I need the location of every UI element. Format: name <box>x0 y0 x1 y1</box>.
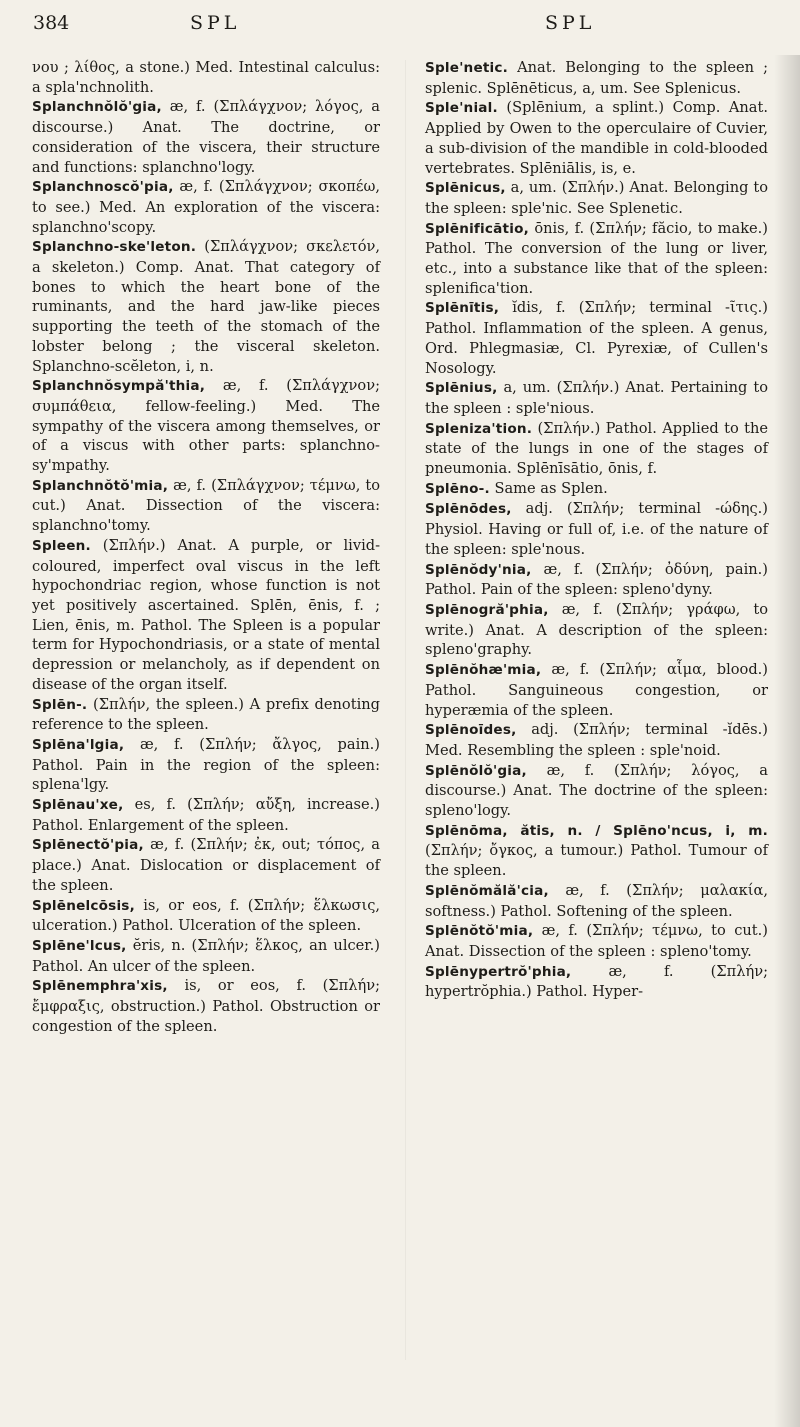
entry-headword: Splanchnŏsympă'thia, <box>32 378 206 395</box>
dictionary-entry <box>425 378 768 418</box>
entry-headword: Splēnŏhæ'mia, <box>425 662 542 679</box>
entry-definition: (Σπλάγχνον; σκελετόν, a skeleton.) Comp. Anat. That category of bones to which the heart bone of the ruminants, and the hard jaw-like pieces supporting the teeth of the stomach of the lobster belong ; the visceral skeleton. Splanchno-scĕleton, i, n. <box>32 238 380 375</box>
dictionary-entry <box>32 735 380 795</box>
dictionary-entry <box>425 98 768 178</box>
dictionary-entry <box>425 58 768 98</box>
column-gutter <box>405 60 406 1360</box>
entry-headword: Splēnŏtŏ'mia, <box>425 923 534 940</box>
entry-definition: (Splēnium, a splint.) Comp. Anat. Applied by Owen to the operculaire of Cuvier, a sub-division of the mandible in cold-blooded vertebrates. Splēniālis, is, e. <box>425 99 769 177</box>
dictionary-entry <box>32 695 380 735</box>
entry-headword: Splēn-. <box>32 696 88 713</box>
entry-definition: æ, f. (Σπλήν; ἄλγος, pain.) Pathol. Pain in the region of the spleen: splena'lgy. <box>32 735 380 794</box>
entry-headword: Splēna'lgia, <box>32 736 125 753</box>
dictionary-entry <box>425 660 768 720</box>
entry-definition: ĕris, n. (Σπλήν; ἕλκος, an ulcer.) Pathol. An ulcer of the spleen. <box>32 936 380 975</box>
entry-definition: æ, f. (Σπλάγχνον; λόγος, a discourse.) Anat. The doctrine, or consideration of the viscera, their structure and functions: splanchno'logy. <box>32 98 381 176</box>
dictionary-entry <box>425 821 768 881</box>
entry-headword: Splēne'lcus, <box>32 937 127 954</box>
entry-headword: Sple'netic. <box>425 60 509 76</box>
entry-definition: Same as Splen. <box>494 479 608 497</box>
entry-definition: es, f. (Σπλήν; αὔξη, increase.) Pathol. Enlargement of the spleen. <box>32 796 381 834</box>
entry-headword: Splēnau'xe, <box>32 797 124 814</box>
entry-definition: (Σπλήν.) Pathol. Applied to the state of the lungs in one of the stages of pneumonia. Splēnīsātio, ōnis, f. <box>425 419 768 478</box>
dictionary-entry <box>425 921 768 961</box>
dictionary-entry <box>32 896 380 936</box>
entry-definition: æ, f. (Σπλήν; ὀδύνη, pain.) Pathol. Pain of the spleen: spleno'dyny. <box>425 560 768 599</box>
dictionary-entry <box>32 976 380 1036</box>
dictionary-entry <box>425 499 768 559</box>
entry-headword: Splēnŏdy'nia, <box>425 561 532 578</box>
page-number: 384 <box>33 12 70 34</box>
page-header <box>0 0 800 50</box>
entry-headword: Splēnius, <box>425 380 498 397</box>
dictionary-entry <box>425 219 768 299</box>
right-column <box>425 58 768 1002</box>
entry-headword: Splēnificātio, <box>425 220 530 237</box>
dictionary-entry <box>32 376 380 476</box>
dictionary-entry <box>425 419 768 479</box>
entry-headword: Splēnōma, ătis, n. / Splēno'ncus, i, m. <box>425 822 768 839</box>
entry-headword: Splēnogră'phia, <box>425 601 549 618</box>
left-column <box>32 58 380 1036</box>
entry-headword: Splanchnŏtŏ'mia, <box>32 477 169 494</box>
entry-definition: æ, f. (Σπλήν; μαλακία, softness.) Pathol. Softening of the spleen. <box>425 881 769 920</box>
entry-headword: Spleniza'tion. <box>425 420 533 437</box>
dictionary-entry <box>425 720 768 760</box>
entry-definition: ĭdis, f. (Σπλήν; terminal -ῖτις.) Pathol. Inflammation of the spleen. A genus, Ord. Phlegmasiæ, Cl. Pyrexiæ, of Cullen's Nosology. <box>425 299 768 377</box>
entry-definition: adj. (Σπλήν; terminal -ώδης.) Physiol. Having or full of, i.e. of the nature of the spleen: sple'nous. <box>425 500 769 558</box>
entry-definition: a, um. (Σπλήν.) Anat. Belonging to the spleen: sple'nic. See Splenetic. <box>425 179 769 217</box>
running-head-left: SPL <box>190 12 241 34</box>
entry-definition: æ, f. (Σπλήν; hypertrŏphia.) Pathol. Hyper- <box>425 962 768 1001</box>
entry-headword: Splēnŏmălă'cia, <box>425 882 549 899</box>
entry-definition: æ, f. (Σπλήν; λόγος, a discourse.) Anat. The doctrine of the spleen: spleno'logy. <box>425 761 769 820</box>
entry-definition: νου ; λίθος, a stone.) Med. Intestinal calculus: a spla'nchnolith. <box>32 59 380 96</box>
entry-definition: (Σπλήν; ὄγκος, a tumour.) Pathol. Tumour of the spleen. <box>425 842 768 880</box>
dictionary-entry <box>425 600 768 660</box>
entry-definition: Anat. Belonging to the spleen ; splenic. Splēnēticus, a, um. See Splenicus. <box>425 59 768 97</box>
dictionary-entry <box>425 298 768 378</box>
dictionary-entry <box>32 97 380 177</box>
entry-headword: Spleen. <box>32 537 91 554</box>
entry-headword: Splēnoīdes, <box>425 722 517 739</box>
entry-definition: æ, f. (Σπλήν; ἐκ, out; τόπος, a place.) Anat. Dislocation or displacement of the spleen. <box>32 836 381 894</box>
entry-definition: æ, f. (Σπλήν; τέμνω, to cut.) Anat. Dissection of the spleen : spleno'tomy. <box>425 922 769 960</box>
entry-definition: (Σπλήν.) Anat. A purple, or livid-coloured, imperfect oval viscus in the left hypochondriac region, whose function is not yet positively ascertained. Splēn, ēnis, f. ; Lien, ēnis, m. Pathol. The Spleen is a popular term for Hypochondriasis, or a state of mental depression or melancholy, as if dependent on disease of the organ itself. <box>32 536 381 693</box>
running-head-right: SPL <box>545 12 596 34</box>
dictionary-entry <box>425 962 768 1002</box>
dictionary-entry <box>32 237 380 376</box>
entry-headword: Splanchnŏlŏ'gia, <box>32 99 162 116</box>
entry-definition: a, um. (Σπλήν.) Anat. Pertaining to the spleen : sple'nious. <box>425 379 768 417</box>
dictionary-entry <box>32 177 380 237</box>
dictionary-entry <box>425 881 768 921</box>
entry-definition: æ, f. (Σπλάγχνον; συμπάθεια, fellow-feeling.) Med. The sympathy of the viscera among themselves, or of a viscus with other parts: splanchno-sy'mpathy. <box>32 377 381 475</box>
entry-definition: æ, f. (Σπλήν; γράφω, to write.) Anat. A description of the spleen: spleno'graphy. <box>425 600 769 659</box>
dictionary-entry <box>32 476 380 536</box>
dictionary-entry <box>425 761 768 821</box>
entry-headword: Splanchnoscŏ'pia, <box>32 179 174 196</box>
entry-definition: (Σπλήν, the spleen.) A prefix denoting reference to the spleen. <box>32 695 380 734</box>
entry-definition: adj. (Σπλήν; terminal -ĭdēs.) Med. Resembling the spleen : sple'noid. <box>425 721 768 759</box>
entry-headword: Splēnōdes, <box>425 501 512 518</box>
dictionary-entry <box>425 560 768 600</box>
entry-definition: æ, f. (Σπλάγχνον; τέμνω, to cut.) Anat. Dissection of the viscera: splanchno'tomy. <box>32 476 380 535</box>
entry-headword: Splēno-. <box>425 480 490 497</box>
dictionary-entry <box>425 479 768 500</box>
entry-definition: ōnis, f. (Σπλήν; făcio, to make.) Pathol. The conversion of the lung or liver, etc., into a substance like that of the spleen: splenifica'tion. <box>425 219 769 297</box>
dictionary-entry <box>32 936 380 976</box>
dictionary-entry <box>32 835 380 895</box>
binding-shadow <box>774 55 800 1427</box>
entry-definition: æ, f. (Σπλήν; αἷμα, blood.) Pathol. Sanguineous congestion, or hyperæmia of the spleen. <box>425 661 768 719</box>
entry-headword: Splēnectŏ'pia, <box>32 837 144 854</box>
dictionary-entry <box>32 795 380 835</box>
dictionary-entry <box>425 178 768 218</box>
entry-headword: Splēnicus, <box>425 180 506 197</box>
entry-headword: Splēnypertrŏ'phia, <box>425 963 572 980</box>
entry-headword: Sple'nial. <box>425 100 498 117</box>
entry-headword: Splēnŏlŏ'gia, <box>425 762 527 779</box>
dictionary-entry <box>32 536 380 695</box>
entry-definition: is, or eos, f. (Σπλήν; ἕλκωσις, ulceration.) Pathol. Ulceration of the spleen. <box>32 896 381 935</box>
entry-definition: is, or eos, f. (Σπλήν; ἔμφραξις, obstruction.) Pathol. Obstruction or congestion of the spleen. <box>32 977 380 1035</box>
entry-headword: Splēnītis, <box>425 300 500 317</box>
entry-headword: Splēnemphra'xis, <box>32 978 168 995</box>
entry-definition: æ, f. (Σπλάγχνον; σκοπέω, to see.) Med. An exploration of the viscera: splanchno'scopy. <box>32 178 381 236</box>
entry-headword: Splēnelcōsis, <box>32 897 135 914</box>
entry-headword: Splanchno-ske'leton. <box>32 239 197 256</box>
dictionary-entry <box>32 58 380 97</box>
